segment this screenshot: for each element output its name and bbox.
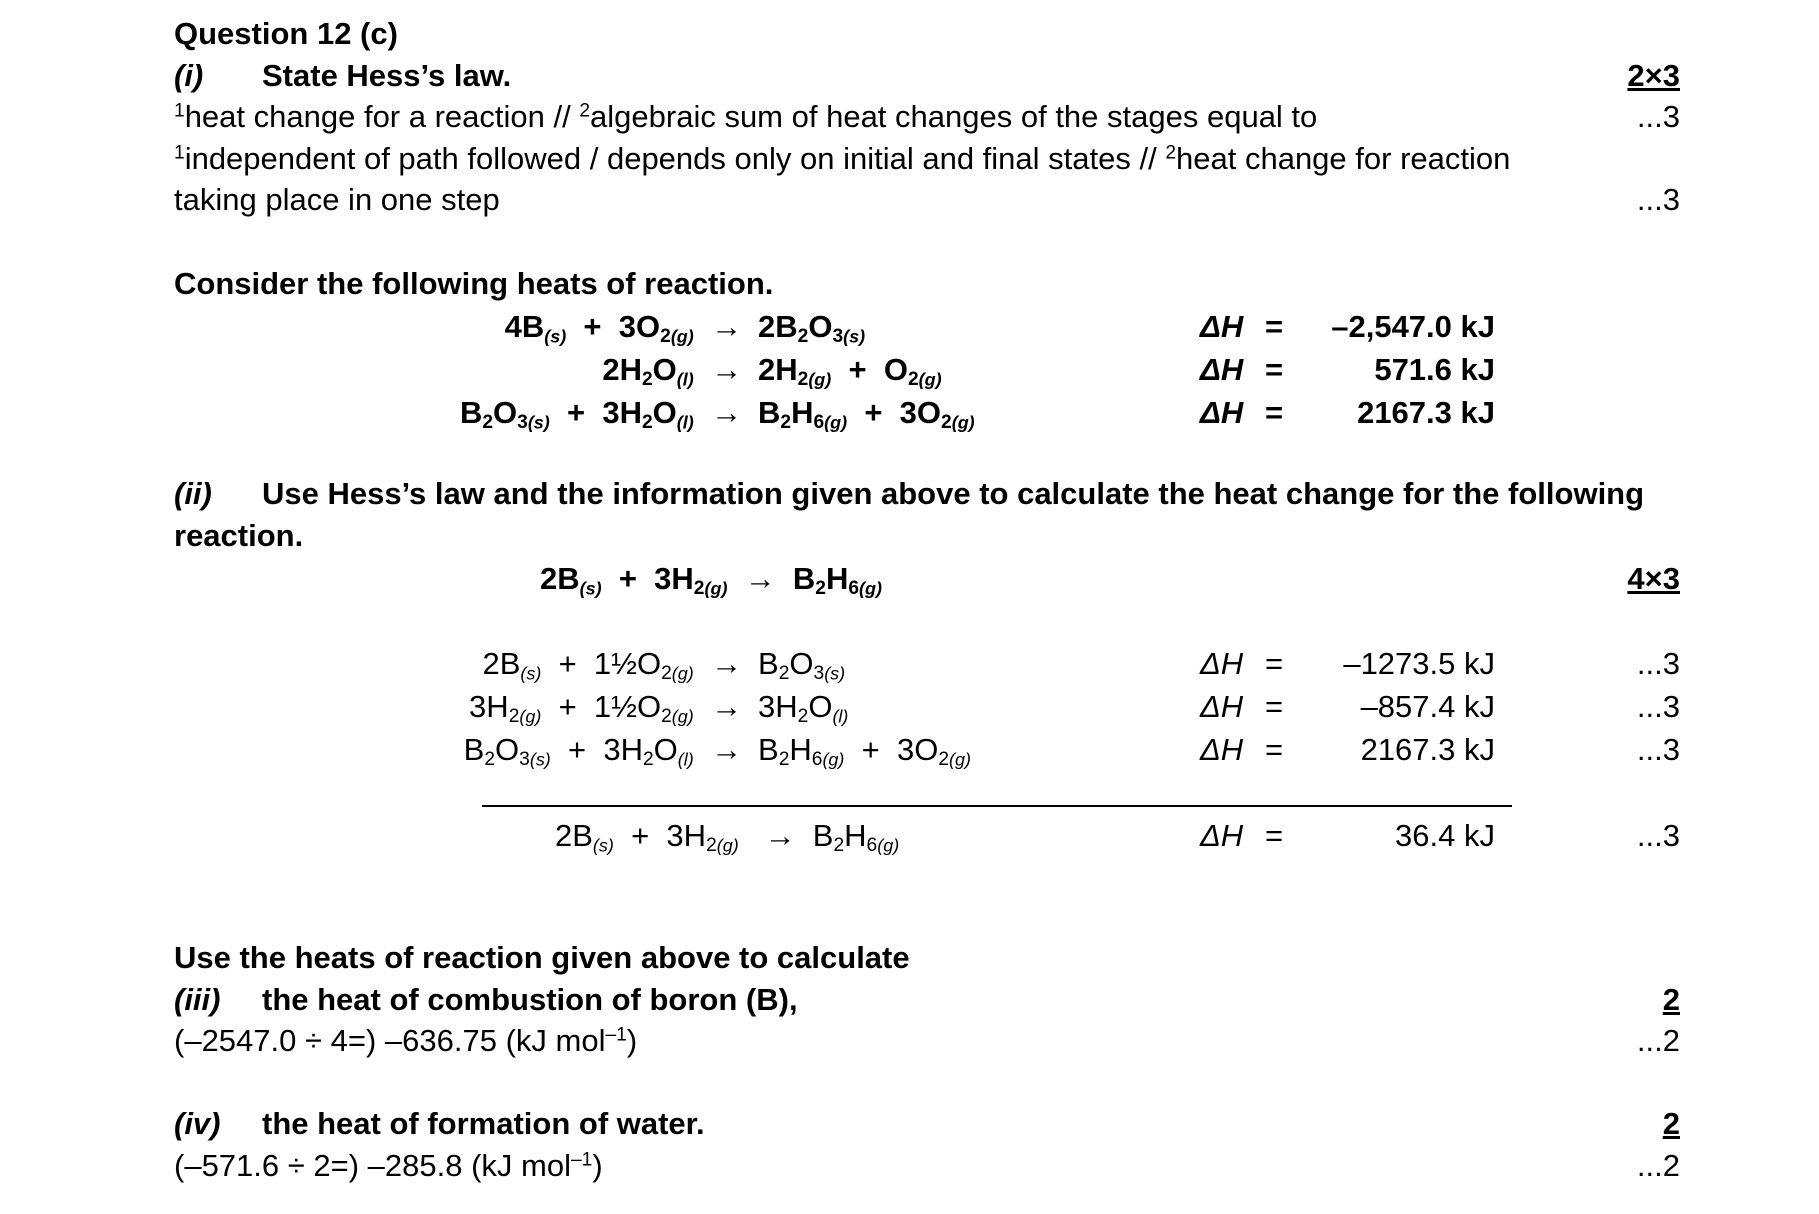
given-reaction-1-value: –2,547.0 kJ [1331, 309, 1495, 344]
consider-heading: Consider the following heats of reaction. [174, 266, 774, 301]
part-i-answer-line2 [174, 143, 1510, 174]
step-3-lhs: $B_2O_3(s) + 3H_2O(l)$ → [463, 732, 742, 770]
delta-h: ΔH [1200, 309, 1244, 344]
step-1-lhs: $2B(s) + 1\frac{1}{2}O_2(g)$ → [482, 646, 742, 684]
mark: ...2 [1636, 1023, 1680, 1058]
equals: = [1265, 689, 1284, 724]
superscript: 1 [174, 100, 185, 122]
question-title: Question 12 (c) [174, 16, 398, 51]
delta-h: ΔH [1200, 818, 1244, 853]
step-1-value: –1273.5 kJ [1343, 646, 1495, 681]
text: (–571.6 ÷ 2=) –285.8 (kJ mol [174, 1148, 571, 1183]
superscript: 1 [174, 142, 185, 164]
part-iv-marks: 2 [1662, 1106, 1680, 1141]
given-reaction-1-rhs: $2B_2O_3(s)$ [758, 309, 866, 347]
step-2-rhs: $3H_2O(l)$ [758, 689, 849, 727]
superscript: –1 [605, 1024, 627, 1046]
part-iii-answer [174, 1025, 637, 1056]
text: heat change for reaction [1176, 141, 1511, 176]
part-iii-question: the heat of combustion of boron (B), [262, 982, 798, 1017]
part-iii-marks: 2 [1662, 982, 1680, 1017]
text: algebraic sum of heat changes of the stages equal to [590, 99, 1318, 134]
part-ii-number: (ii) [174, 476, 212, 511]
superscript: –1 [570, 1149, 593, 1171]
summation-line [482, 805, 1512, 807]
step-3-value: 2167.3 kJ [1360, 732, 1495, 767]
sum-reaction: $2B(s) + 3H_2(g) \to B_2H_6(g)$ [555, 818, 900, 856]
given-reaction-2-lhs: $2H_2O(l)$ → [602, 352, 742, 390]
step-3-rhs: $B_2H_6(g) + 3O_2(g)$ [758, 732, 971, 770]
part-ii-question: Use Hess’s law and the information given above to calculate the heat change for the following [262, 476, 1645, 511]
text: ) [592, 1148, 603, 1183]
mark: ...3 [1636, 646, 1680, 681]
given-reaction-3-rhs: $B_2H_6(g) + 3O_2(g)$ [758, 395, 975, 433]
part-i-marks: 2×3 [1627, 58, 1680, 93]
part-ii-marks: 4×3 [1627, 561, 1680, 596]
part-iii-number: (iii) [174, 982, 221, 1017]
part-i-question: State Hess’s law. [262, 58, 512, 93]
part-i-answer-line3: taking place in one step [174, 182, 500, 217]
part-iv-question: the heat of formation of water. [262, 1106, 705, 1141]
text: (–2547.0 ÷ 4=) –636.75 (kJ mol [174, 1023, 606, 1058]
part-iv-number: (iv) [174, 1106, 221, 1141]
given-reaction-3-lhs: $B_2O_3(s) + 3H_2O(l)$ → [459, 395, 742, 433]
target-reaction: $2B(s) + 3H_2(g) \to B_2H_6(g)$ [540, 561, 882, 599]
text: heat change for a reaction // [184, 99, 580, 134]
step-1-rhs: $B_2O_3(s)$ [758, 646, 846, 684]
mark: ...3 [1636, 732, 1680, 767]
part-iv-answer [174, 1150, 603, 1181]
superscript: 2 [579, 100, 591, 122]
delta-h: ΔH [1200, 646, 1244, 681]
equals: = [1265, 309, 1284, 344]
step-2-lhs: $3H_2(g)$ + $1\frac{1}{2}O_2(g)$ → [469, 689, 742, 727]
delta-h: ΔH [1200, 689, 1244, 724]
superscript: 2 [1165, 142, 1177, 164]
delta-h: ΔH [1200, 395, 1244, 430]
given-reaction-2-value: 571.6 kJ [1374, 352, 1495, 387]
mark: ...3 [1636, 182, 1680, 217]
delta-h: ΔH [1200, 352, 1244, 387]
given-reaction-2-rhs: $2H_2(g) + O_2(g)$ [758, 352, 942, 390]
equals: = [1265, 352, 1284, 387]
part-ii-question-cont: reaction. [174, 518, 304, 553]
delta-h: ΔH [1200, 732, 1244, 767]
text: ) [626, 1023, 638, 1058]
mark: ...2 [1636, 1148, 1680, 1183]
mark: ...3 [1636, 689, 1680, 724]
sum-value: 36.4 kJ [1395, 818, 1495, 853]
text: independent of path followed / depends only on initial and final states // [184, 141, 1166, 176]
step-2-value: –857.4 kJ [1360, 689, 1495, 724]
part-i-number: (i) [174, 58, 204, 93]
mark: ...3 [1636, 818, 1680, 853]
equals: = [1265, 395, 1284, 430]
mark: ...3 [1636, 99, 1680, 134]
equals: = [1265, 732, 1284, 767]
use-heading: Use the heats of reaction given above to calculate [174, 940, 910, 975]
equals: = [1265, 818, 1284, 853]
equals: = [1265, 646, 1284, 681]
given-reaction-1-lhs: $4B(s) + 3O_2(g)$ → [504, 309, 742, 347]
given-reaction-3-value: 2167.3 kJ [1357, 395, 1495, 430]
part-i-answer-line1 [174, 101, 1317, 132]
